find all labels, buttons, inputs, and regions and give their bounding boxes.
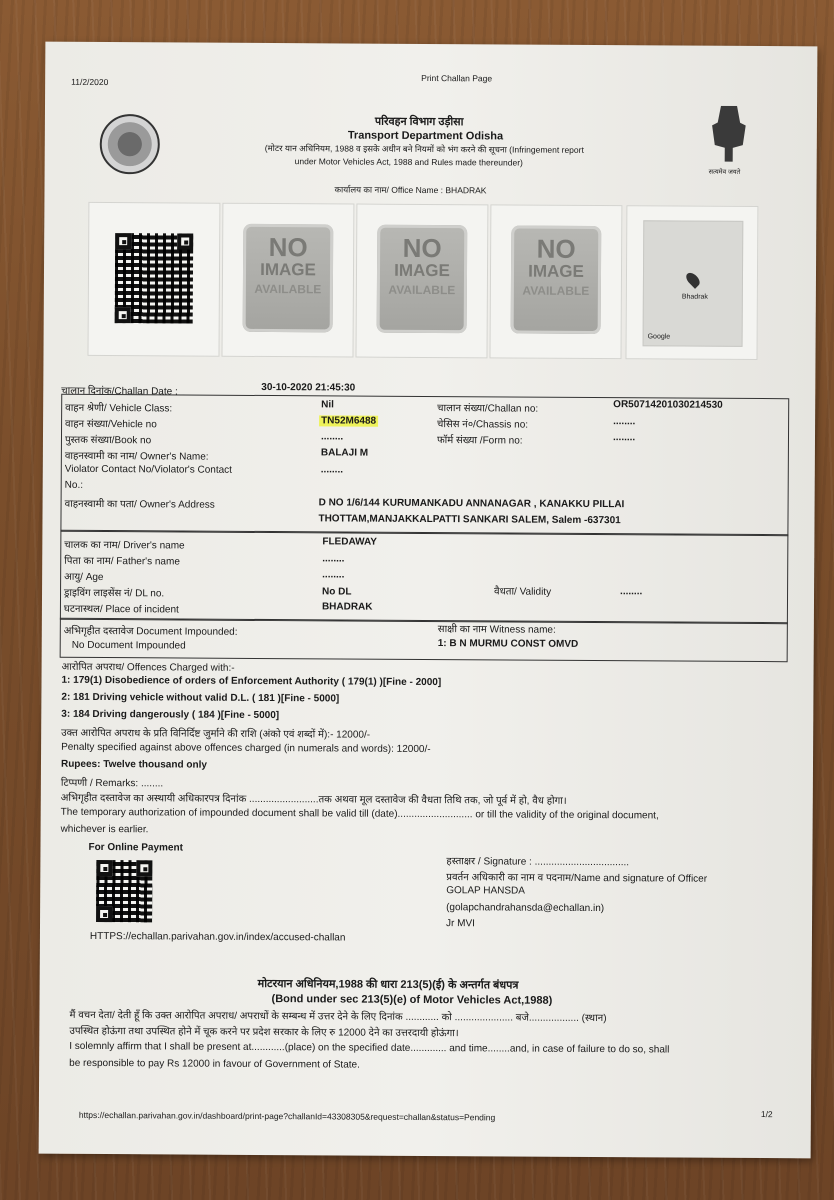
violator-contact-value: ........ [320,464,344,476]
officer-signature: हस्ताक्षर / Signature : .................................. [446,856,630,869]
map-brand: Google [647,333,671,341]
qr-code-icon [115,233,194,323]
form-no-value: ........ [612,432,636,444]
owner-address-line1: D NO 1/6/144 KURUMANKADU ANNANAGAR , KANAKKU PILLAI [318,497,625,511]
validity-value: ........ [620,586,643,598]
footer-url[interactable]: https://echallan.parivahan.gov.in/dashboard/print-page?challanId=43308305&request=challan&status=Pending [78,1109,496,1123]
offence-item-2: 2: 181 Driving vehicle without valid D.L. ( 181 )[Fine - 5000] [61,691,340,705]
remarks: टिप्पणी / Remarks: ........ [60,777,164,790]
emblem-caption: सत्यमेव जयते [708,168,741,176]
father-name-value: ........ [322,553,345,565]
place-value: BHADRAK [321,601,373,613]
doc-impounded-value: No Document Impounded [71,639,186,652]
map-pin-icon [684,270,702,288]
witness-label: साक्षी का नाम Witness name: [437,624,556,636]
odisha-emblem-icon [100,114,160,174]
challan-date-value: 30-10-2020 21:45:30 [261,381,356,394]
bond-title-english: (Bond under sec 213(5)(e) of Motor Vehicles Act,1988) [271,993,553,1007]
violator-contact-label: Violator Contact No/Violator's Contact [64,463,233,476]
dl-no-label: ड्राइविंग लाइसेंस नं/ DL no. [64,587,165,600]
payment-qr-code-icon[interactable] [96,860,152,922]
officer-name: GOLAP HANSDA [446,885,525,897]
driver-name-value: FLEDAWAY [322,536,378,548]
print-date: 11/2/2020 [71,76,109,88]
no-image-placeholder: NO IMAGE AVAILABLE [377,225,468,334]
no-image-placeholder: NO IMAGE AVAILABLE [511,226,602,335]
vehicle-no-value: TN52M6488 [321,415,377,427]
officer-email: (golapchandrahansda@echallan.in) [446,902,605,915]
challan-no-value: OR50714201030214530 [613,399,723,411]
page-number: 1/2 [760,1109,773,1120]
location-map [643,220,744,347]
officer-name-label: प्रवर्तन अधिकारी का नाम व पदनाम/Name and signature of Officer [446,872,708,885]
temp-auth-english-1: The temporary authorization of impounded document shall be valid till (date)........................... or till the validity of the original document, [60,806,659,822]
vehicle-no-label: वाहन संख्या/Vehicle no [65,418,157,431]
vehicle-image-1 [221,203,354,358]
owner-address-label: वाहनस्वामी का पता/ Owner's Address [64,498,215,511]
violator-contact-label-cont: No.: [64,479,84,491]
offence-item-1: 1: 179(1) Disobedience of orders of Enforcement Authority ( 179(1) )[Fine - 2000] [61,674,442,689]
office-name: कार्यालय का नाम/ Office Name : BHADRAK [334,184,487,196]
father-name-label: पिता का नाम/ Father's name [64,555,180,568]
vehicle-image-2 [355,204,488,359]
owner-name-value: BALAJI M [320,447,369,459]
ashoka-emblem-icon [709,106,749,162]
bond-english-line1: I solemnly affirm that I shall be present at............(place) on the specified date............. and time........and, in case of failure to do so, shall [69,1040,670,1056]
dept-hindi: परिवहन विभाग उड़ीसा [374,115,464,129]
bond-english-line2: be responsible to pay Rs 12000 in favour of Government of State. [69,1057,360,1071]
vehicle-class-value: Nil [321,399,335,411]
location-map-box [625,205,758,360]
offences-heading: आरोपित अपराध/ Offences Charged with:- [61,661,235,674]
age-label: आयु/ Age [64,571,104,584]
bond-hindi-line1: मैं वचन देता/ देती हूँ कि उक्त आरोपित अपराध/ अपराधों के सम्बन्ध में उत्तर देने के लिए दिनांक ............ को ..................... बजे.................. (स्थान) [69,1009,607,1025]
officer-designation: Jr MVI [445,918,475,930]
chassis-no-value: ........ [613,416,636,428]
witness-value: 1: B N MURMU CONST OMVD [437,638,579,650]
doc-impounded-label: अभिगृहीत दस्तावेज Document Impounded: [63,625,238,638]
owner-name-label: वाहनस्वामी का नाम/ Owner's Name: [64,450,209,463]
owner-address-line2: THOTTAM,MANJAKKALPATTI SANKARI SALEM, Salem -637301 [318,513,621,527]
challan-no-label: चालान संख्या/Challan no: [437,403,539,415]
validity-label: वैधता/ Validity [494,586,552,598]
age-value: ........ [322,569,345,581]
subtitle-line2: under Motor Vehicles Act, 1988 and Rules made thereunder) [294,156,523,168]
temp-auth-hindi: अभिगृहीत दस्तावेज का अस्थायी अधिकारपत्र दिनांक .........................तक अथवा मूल दस्तावेज की वैधता तिथि तक, जो पूर्व में हो, वैध होगा। [60,792,567,807]
dl-no-value: No DL [322,586,352,598]
rupees-words: Rupees: Twelve thousand only [60,758,207,771]
book-no-label: पुस्तक संख्या/Book no [64,434,152,447]
penalty-hindi: उक्त आरोपित अपराध के प्रति विनिर्दिष्ट जुर्माने की राशि (अंको एवं शब्दों में):- 12000/- [61,727,371,741]
qr-code-box [87,202,220,357]
place-label: घटनास्थल/ Place of incident [63,603,179,616]
payment-url[interactable]: HTTPS://echallan.parivahan.gov.in/index/accused-challan [89,930,346,944]
temp-auth-english-2: whichever is earlier. [60,823,149,836]
vehicle-class-label: वाहन श्रेणी/ Vehicle Class: [65,402,173,415]
subtitle-line1: (मोटर यान अधिनियम, 1988 व इसके अधीन बने नियमों को भंग करने की सूचना (Infringement report [264,142,584,155]
bond-title-hindi: मोटरयान अधिनियम,1988 की धारा 213(5)(ई) के अन्तर्गत बंधपत्र [257,977,519,992]
online-payment-heading: For Online Payment [88,841,183,854]
no-image-placeholder: NO IMAGE AVAILABLE [243,224,334,333]
dept-english: Transport Department Odisha [347,129,504,143]
form-no-label: फॉर्म संख्या /Form no: [436,435,523,447]
driver-name-label: चालक का नाम/ Driver's name [64,539,185,552]
offence-item-3: 3: 184 Driving dangerously ( 184 )[Fine - 5000] [61,708,280,722]
page-title: Print Challan Page [421,72,493,84]
map-town: Bhadrak [681,293,708,301]
challan-date-label: चालान दिनांक/Challan Date : [61,385,178,398]
challan-paper [39,42,818,1159]
vehicle-image-3 [489,204,622,359]
penalty-english: Penalty specified against above offences charged (in numerals and words): 12000/- [61,741,431,756]
bond-hindi-line2: उपस्थित होऊंगा तथा उपस्थित होने में चूक करने पर प्रदेश सरकार के लिए रु 12000 देने का उत्तरदायी होऊंगा। [69,1025,459,1040]
chassis-no-label: चेसिस नं०/Chassis no: [437,419,529,431]
book-no-value: ........ [320,431,344,443]
